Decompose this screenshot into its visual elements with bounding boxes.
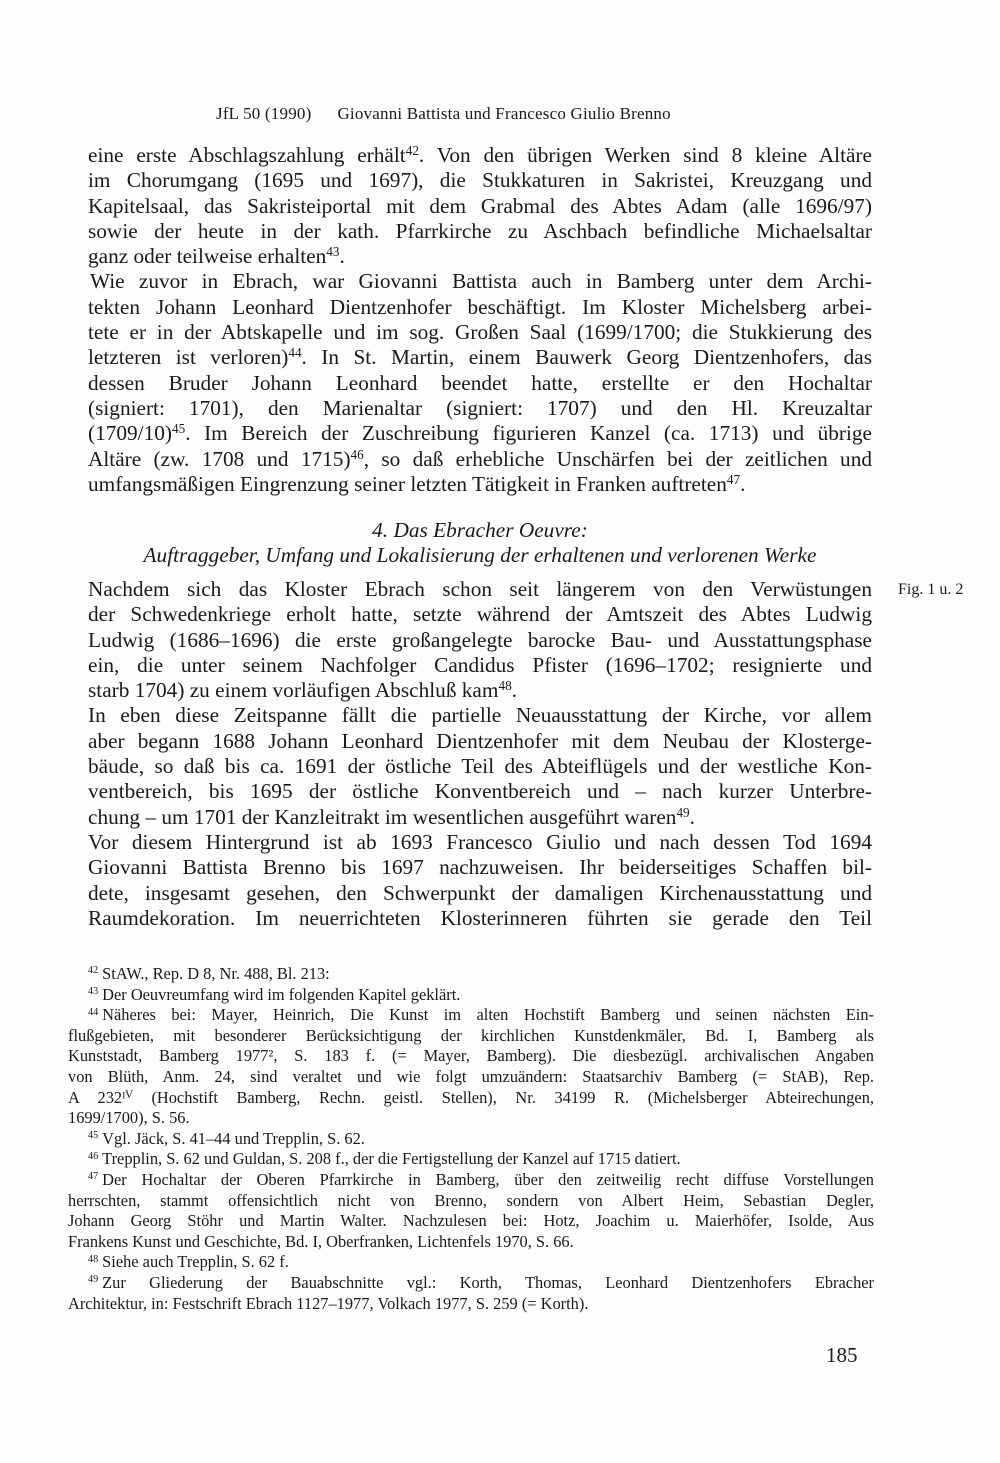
footnote-text: Architektur, in: Festschrift Ebrach 1127–1977, Volkach 1977, S. 259 (= Korth).: [68, 1293, 589, 1313]
text-line: $(1709/10)^{45}$. Im Bereich der Zuschreibung figurieren Kanzel (ca. 1713) und übrige: [88, 421, 872, 446]
footnote-text: Der Hochaltar der Oberen Pfarrkirche in Bamberg, über den zeitweilig recht diffuse Vorstellungen: [102, 1169, 874, 1189]
text-line: bäude, so daß bis ca. 1691 der östliche Teil des Abteiflügels und der westliche Kon-: [88, 754, 872, 779]
footnote-line: [68, 985, 874, 1006]
footnote-ref[interactable]: 44: [288, 345, 302, 361]
footnote-text: Johann Georg Stöhr und Martin Walter. Nachzulesen bei: Hotz, Joachim u. Maierhöfer, Isolde, Aus: [68, 1211, 874, 1231]
text-line: Altäre (zw. 1708 und 1715)$^{46}$, so daß erhebliche Unschärfen bei der zeitlichen und: [88, 446, 872, 471]
footnote: [68, 1170, 874, 1252]
footnote: [68, 1005, 874, 1129]
footnote-number: 46: [88, 1150, 99, 1162]
text-line: Ludwig (1686–1696) die erste großangelegte barocke Bau- und Ausstattungsphase: [88, 627, 872, 652]
footnote: [68, 964, 874, 985]
footnote-text: 1699/1700), S. 56.: [68, 1108, 190, 1128]
text-line: Vor diesem Hintergrund ist ab 1693 Francesco Giulio und nach dessen Tod 1694: [88, 829, 872, 854]
footnote-ref[interactable]: 46: [350, 446, 364, 462]
text-line: im Chorumgang (1695 und 1697), die Stukkaturen in Sakristei, Kreuzgang und: [88, 168, 872, 193]
footnote-line: [68, 1294, 874, 1315]
header-title: Giovanni Battista und Francesco Giulio Brenno: [337, 104, 671, 123]
footnote-text: herrschten, stammt offensichtlich nicht von Brenno, sondern von Albert Heim, Sebastian Degler,: [68, 1190, 874, 1210]
footnote-line: [68, 1170, 874, 1191]
footnote-line: [68, 1211, 874, 1232]
text-line: tekten Johann Leonhard Dientzenhofer beschäftigt. Im Kloster Michelsberg arbei-: [88, 294, 872, 319]
text-line: dete, insgesamt gesehen, den Schwerpunkt der damaligen Kirchenausstattung und: [88, 880, 872, 905]
footnote-text: Vgl. Jäck, S. 41–44 und Trepplin, S. 62.: [102, 1128, 365, 1148]
footnote-line: [68, 1149, 874, 1170]
footnote: [68, 1252, 874, 1273]
footnote-text: Zur Gliederung der Bauabschnitte vgl.: Korth, Thomas, Leonhard Dientzenhofers Ebracher: [102, 1272, 874, 1292]
footnote-line: [68, 1046, 874, 1067]
footnote-line: [68, 1129, 874, 1150]
text-line: letzteren ist verloren)$^{44}$. In St. Martin, einem Bauwerk Georg Dientzenhofers, das: [88, 345, 872, 370]
footnote-text: Näheres bei: Mayer, Heinrich, Die Kunst im alten Hochstift Bamberg und seinen nächsten Ein-: [102, 1005, 874, 1025]
header-journal: JfL 50 (1990): [216, 104, 312, 123]
footnote-line: [68, 1067, 874, 1088]
paragraph-5: [88, 830, 872, 931]
section-title: 4. Das Ebracher Oeuvre:: [372, 518, 588, 542]
footnote-line: [68, 1026, 874, 1047]
text-line: tete er in der Abtskapelle und im sog. Großen Saal (1699/1700; die Stukkierung des: [88, 320, 872, 345]
footnote-number: 47: [88, 1171, 99, 1183]
footnote: [68, 1149, 874, 1170]
paragraph-4: [88, 703, 872, 829]
footnote-ref[interactable]: 43: [326, 243, 340, 259]
text-line: starb 1704) zu einem vorläufigen Abschluß kam$^{48}$.: [88, 677, 517, 703]
text-line: dessen Bruder Johann Leonhard beendet hatte, erstellte er den Hochaltar: [88, 370, 872, 395]
footnote-line: [68, 1191, 874, 1212]
footnotes: [68, 964, 874, 1314]
body-text-section: [88, 577, 872, 931]
footnote-text: Siehe auch Trepplin, S. 62 f.: [102, 1252, 289, 1272]
footnote-line: [68, 1273, 874, 1294]
footnote-line: [68, 1232, 874, 1253]
footnote-text: A 232ᴵⱽ (Hochstift Bamberg, Rechn. geistl. Stellen), Nr. 34199 R. (Michelsberger Abteirechungen,: [68, 1087, 874, 1107]
text-line: In eben diese Zeitspanne fällt die partielle Neuausstattung der Kirche, vor allem: [88, 703, 872, 728]
text-line: eine erste Abschlagszahlung erhält$^{42}$. Von den übrigen Werken sind 8 kleine Altäre: [88, 142, 873, 167]
page-number: 185: [826, 1343, 858, 1367]
text-line: der Schwedenkriege erholt hatte, setzte während der Amtszeit des Abtes Ludwig: [88, 602, 872, 627]
footnote-text: von Blüth, Anm. 24, sind veraltet und wie folgt umzuändern: Staatsarchiv Bamberg (= StAB), Rep.: [68, 1066, 874, 1086]
text-line: sowie der heute in der kath. Pfarrkirche zu Aschbach befindliche Michaelsaltar: [88, 218, 872, 243]
footnote-number: 44: [88, 1006, 99, 1018]
text-line: Giovanni Battista Brenno bis 1697 nachzuweisen. Ihr beiderseitiges Schaffen bil-: [88, 855, 872, 880]
footnote-number: 43: [88, 986, 99, 998]
section-heading: [88, 518, 872, 569]
footnote: [68, 985, 874, 1006]
paragraph-2: [88, 269, 872, 497]
text-line: ein, die unter seinem Nachfolger Candidus Pfister (1696–1702; resignierte und: [88, 652, 872, 677]
footnote-ref[interactable]: 48: [498, 677, 512, 693]
footnote-line: [68, 1088, 874, 1109]
footnote-ref[interactable]: 45: [172, 421, 186, 437]
footnote-ref[interactable]: 42: [405, 142, 419, 158]
footnote-text: Frankens Kunst und Geschichte, Bd. I, Oberfranken, Lichtenfels 1970, S. 66.: [68, 1231, 574, 1251]
footnote: [68, 1129, 874, 1150]
text-line: chung – um 1701 der Kanzleitrakt im wesentlichen ausgeführt waren$^{49}$.: [88, 804, 695, 829]
footnote-line: [68, 1252, 874, 1273]
footnote-text: StAW., Rep. D 8, Nr. 488, Bl. 213:: [102, 964, 330, 983]
text-line: ventbereich, bis 1695 der östliche Konventbereich und – nach kurzer Unterbre-: [88, 779, 872, 804]
text-line: ganz oder teilweise erhalten$^{43}$.: [88, 243, 345, 269]
text-line: Raumdekoration. Im neuerrichteten Klosterinneren führten sie gerade den Teil: [88, 905, 872, 930]
text-line: aber begann 1688 Johann Leonhard Dientzenhofer mit dem Neubau der Klosterge-: [88, 728, 872, 753]
running-header: [216, 104, 671, 124]
footnote-ref[interactable]: 47: [726, 471, 741, 487]
text-line: (signiert: 1701), den Marienaltar (signiert: 1707) und den Hl. Kreuzaltar: [88, 395, 872, 420]
text-line: umfangsmäßigen Eingrenzung seiner letzten Tätigkeit in Franken auftreten$^{47}$.: [88, 471, 746, 496]
body-text-top: [88, 143, 872, 497]
footnote-line: [68, 1108, 874, 1129]
footnote-text: Kunststadt, Bamberg 1977², S. 183 f. (= Mayer, Bamberg). Die diesbezügl. archivalischen Angaben: [68, 1046, 874, 1066]
figure-reference[interactable]: Fig. 1 u. 2: [898, 581, 964, 598]
paragraph-1: [88, 143, 872, 269]
footnote-line: [68, 964, 874, 985]
footnote-text: flußgebieten, mit besonderer Berücksichtigung der kirchlichen Kunstdenkmäler, Bd. I, Bamberg als: [68, 1025, 874, 1045]
text-line: Wie zuvor in Ebrach, war Giovanni Battista auch in Bamberg unter dem Archi-: [90, 269, 872, 294]
footnote: [68, 1273, 874, 1314]
footnote-number: 48: [88, 1253, 99, 1265]
paragraph-3: [88, 577, 872, 703]
text-line: Kapitelsaal, das Sakristeiportal mit dem Grabmal des Abtes Adam (alle 1696/97): [88, 193, 872, 218]
footnote-line: [68, 1005, 874, 1026]
footnote-number: 45: [88, 1130, 99, 1142]
footnote-number: 49: [88, 1274, 99, 1286]
footnote-number: 42: [88, 965, 99, 977]
footnote-ref[interactable]: 49: [676, 804, 690, 820]
section-subtitle: Auftraggeber, Umfang und Lokalisierung der erhaltenen und verlorenen Werke: [143, 543, 817, 568]
footnote-text: Trepplin, S. 62 und Guldan, S. 208 f., der die Fertigstellung der Kanzel auf 1715 datiert.: [102, 1149, 681, 1169]
text-line: Nachdem sich das Kloster Ebrach schon seit längerem von den Verwüstungen: [88, 577, 872, 601]
footnote-text: Der Oeuvreumfang wird im folgenden Kapitel geklärt.: [102, 984, 461, 1004]
